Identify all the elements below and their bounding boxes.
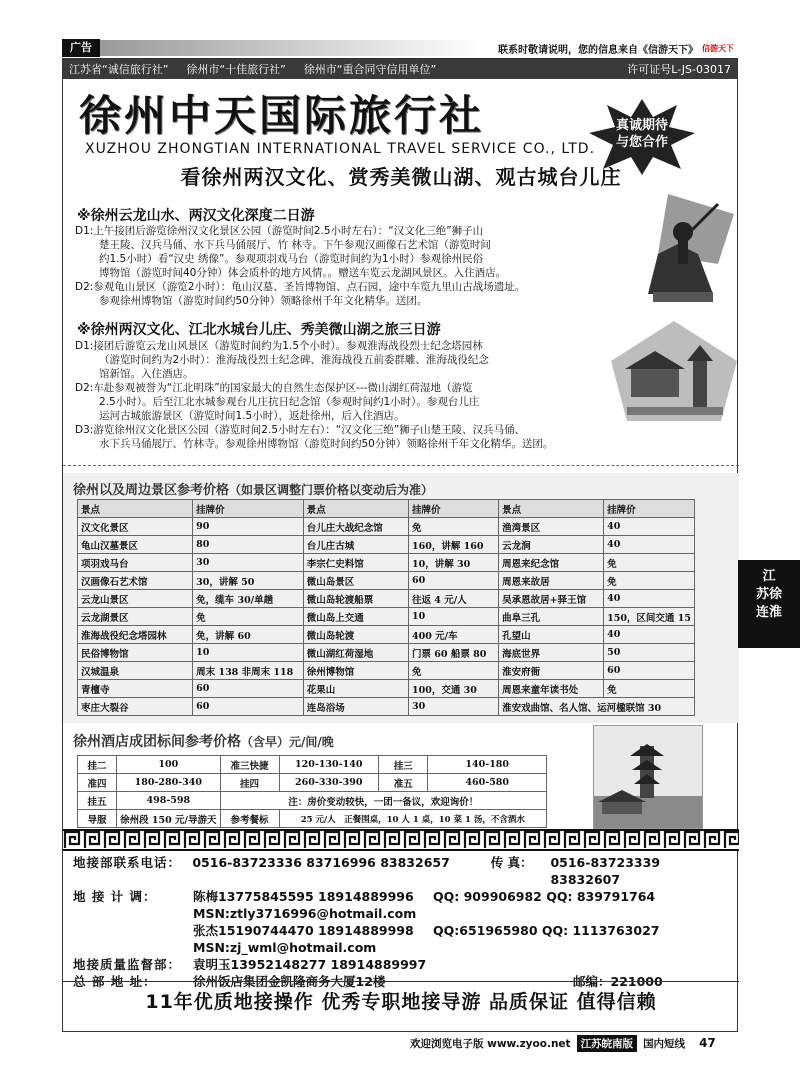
- tour2-d1-line: （游览时间约为2小时）：淮海战役烈士纪念碑、淮海战役五前委群雕、淮海战役纪念: [99, 354, 489, 366]
- table-cell: 60: [193, 680, 304, 698]
- table-cell: 门票 60 船票 80: [408, 644, 498, 662]
- address: 徐州饭店集团金凯隆商务大厦12楼: [193, 974, 386, 989]
- table-cell: 徐州段 150 元/导游天: [117, 810, 220, 828]
- credential-3: 徐州市“重合同守信用单位”: [303, 63, 437, 76]
- table-cell: 周末 138 非周末 118: [193, 662, 304, 680]
- dispatcher-1: 陈梅13775845595 18914889996: [193, 889, 414, 904]
- table-cell: 免，讲解 60: [193, 626, 304, 644]
- table-cell: 10: [193, 644, 304, 662]
- page-number: 47: [699, 1036, 716, 1050]
- table-cell: 淮安府衙: [499, 662, 604, 680]
- table-row: [78, 662, 695, 680]
- table-cell: 周恩来故居: [499, 572, 604, 590]
- table-cell: 准三快捷: [220, 756, 279, 774]
- zip-code: 221000: [610, 974, 663, 989]
- quality-label: 地接质量监督部：: [73, 957, 182, 972]
- credentials-bar: [63, 59, 737, 79]
- main-slogan: 看徐州两汉文化、赏秀美微山湖、观古城台儿庄: [180, 165, 622, 189]
- category: 国内短线: [643, 1037, 686, 1050]
- table-cell: 花果山: [303, 680, 408, 698]
- table-cell: 50: [604, 644, 695, 662]
- tour2-itinerary: [75, 339, 695, 451]
- table-cell: 渔湾景区: [499, 518, 604, 536]
- table-cell: 10: [408, 608, 498, 626]
- tour1-d1-line: 约1.5小时）看“汉史 绣像”。参观项羽戏马台（游览时间约为1小时）参观徐州民俗: [99, 253, 484, 265]
- section-divider: [63, 465, 739, 466]
- table-cell: 参考餐标: [220, 810, 279, 828]
- region-edition: 江苏皖南版: [577, 1035, 638, 1052]
- table-row: [78, 590, 695, 608]
- table-cell: 460-580: [428, 774, 547, 792]
- col-header: 景点: [499, 500, 604, 518]
- table-row: [78, 756, 547, 774]
- table-cell: 准五: [378, 774, 427, 792]
- pagoda-photo: [593, 725, 703, 829]
- table-cell: 项羽戏马台: [78, 554, 193, 572]
- table-cell: 李宗仁史料馆: [303, 554, 408, 572]
- tour1-d1-line: 楚王陵、汉兵马俑、水下兵马俑展厅、竹 林寺。下午参观汉画像石艺术馆（游览时间: [99, 239, 491, 251]
- dispatcher-1-qq: QQ: 909906982 QQ: 839791764: [433, 889, 656, 904]
- table-cell: 注：房价变动较快，一团一备议，欢迎询价！: [220, 792, 547, 810]
- table-cell: 40: [604, 536, 695, 554]
- table-cell: 龟山汉墓景区: [78, 536, 193, 554]
- phone-numbers: 0516-83723336 83716996 83832657: [192, 855, 450, 870]
- table-cell: 免: [408, 662, 498, 680]
- tour2-d2-line: D2:车赴参观被誉为“江北明珠”的国家最大的自然生态保护区---微山湖红荷湿地（游览: [75, 382, 473, 394]
- table-row: [78, 518, 695, 536]
- table-cell: 免: [604, 554, 695, 572]
- table-cell: 免: [604, 680, 695, 698]
- table-cell: 挂五: [78, 792, 117, 810]
- ad-frame: [62, 58, 738, 1032]
- price-title-note: （如景区调整门票价格以变动后为准）: [229, 483, 434, 497]
- table-row: [78, 774, 547, 792]
- table-cell: 微山岛轮渡船票: [303, 590, 408, 608]
- tour1-d1-line: 博物馆（游览时间40分钟）体会质朴的地方风情。。赠送车览云龙湖风景区。入住酒店。: [99, 267, 507, 279]
- source-note: 联系时敬请说明，您的信息来自《信游天下》: [498, 44, 698, 56]
- col-header: 景点: [303, 500, 408, 518]
- credential-2: 徐州市“十佳旅行社”: [186, 63, 286, 76]
- tour2-d3-line: 水下兵马俑展厅、竹林寺。参观徐州博物馆（游览时间约50分钟）领略徐州千年文化精华。送团。: [99, 438, 554, 450]
- zip-label: 邮编：: [573, 974, 611, 989]
- table-cell: 40: [604, 626, 695, 644]
- table-row: [78, 792, 547, 810]
- table-cell: 100: [117, 756, 220, 774]
- fax-label: 传 真：: [490, 855, 533, 870]
- table-cell: 台儿庄大战纪念馆: [303, 518, 408, 536]
- table-cell: 民俗博物馆: [78, 644, 193, 662]
- table-cell: 微山岛轮渡: [303, 626, 408, 644]
- statue-photo: [628, 194, 734, 304]
- price-header-row: [78, 500, 695, 518]
- price-title: [73, 479, 433, 498]
- region-side-tab: 江 苏徐 连淮: [738, 560, 800, 648]
- table-cell: 微山湖红荷湿地: [303, 644, 408, 662]
- table-cell: 淮安戏曲馆、名人馆、运河楹联馆 30: [499, 698, 695, 716]
- table-cell: 40: [604, 590, 695, 608]
- tour2-d2-line: 2.5小时）。后至江北水城参观台儿庄抗日纪念馆（参观时间约1小时）。参观台儿庄: [99, 396, 480, 408]
- table-cell: 40: [604, 518, 695, 536]
- table-cell: 400 元/车: [408, 626, 498, 644]
- table-cell: 免: [193, 608, 304, 626]
- table-cell: 吴承恩故居+驿王馆: [499, 590, 604, 608]
- table-row: [78, 572, 695, 590]
- table-cell: 挂三: [378, 756, 427, 774]
- agency-name-cn: 徐州中天国际旅行社: [79, 91, 485, 140]
- table-cell: 海底世界: [499, 644, 604, 662]
- table-cell: 10，讲解 30: [408, 554, 498, 572]
- credential-1: 江苏省“诚信旅行社”: [69, 63, 169, 76]
- table-cell: 云龙涧: [499, 536, 604, 554]
- table-row: [78, 644, 695, 662]
- tour1-d1-line: D1:上午接团后游览徐州汉文化景区公园（游览时间2.5小时左右）：“汉文化三绝”狮子山: [75, 225, 484, 237]
- table-cell: 260-330-390: [279, 774, 378, 792]
- dispatcher-2-msn: MSN:zj_wml@hotmail.com: [193, 940, 377, 955]
- table-row: [78, 810, 547, 828]
- table-cell: 连岛浴场: [303, 698, 408, 716]
- table-cell: 140-180: [428, 756, 547, 774]
- table-cell: 免，缆车 30/单趟: [193, 590, 304, 608]
- quality-contact: 袁明玉13952148277 18914889997: [193, 957, 427, 972]
- dispatch-label: 地 接 计 调：: [73, 889, 157, 904]
- table-cell: 汉画像石艺术馆: [78, 572, 193, 590]
- table-cell: 枣庄大裂谷: [78, 698, 193, 716]
- table-cell: 免: [604, 572, 695, 590]
- decorative-border-icon: [63, 829, 739, 851]
- tour2-d1-line: 馆新馆。入住酒店。: [99, 368, 194, 380]
- ad-label: 广告: [62, 39, 100, 57]
- table-cell: 云龙山景区: [78, 590, 193, 608]
- dispatcher-2: 张杰15190744470 18914889998: [193, 923, 414, 938]
- table-cell: 孔望山: [499, 626, 604, 644]
- table-cell: 90: [193, 518, 304, 536]
- table-cell: 498-598: [117, 792, 220, 810]
- hotel-table: [77, 755, 547, 828]
- table-cell: 120-130-140: [279, 756, 378, 774]
- table-cell: 60: [408, 572, 498, 590]
- page-footer: [410, 1034, 716, 1052]
- phone-label: 地接部联系电话：: [73, 855, 182, 870]
- tour2-d3-line: D3:游览徐州汉文化景区公园（游览时间2.5小时左右）：“汉文化三绝”狮子山楚王陵、汉兵马俑、: [75, 424, 526, 436]
- license-number: 许可证号L-JS-03017: [627, 63, 731, 76]
- table-cell: 挂二: [78, 756, 117, 774]
- table-cell: 100，交通 30: [408, 680, 498, 698]
- address-label: 总 部 地 址：: [73, 974, 157, 989]
- col-header: 挂牌价: [193, 500, 304, 518]
- badge-line-1: 真诚期待: [615, 118, 668, 133]
- hotel-title: [73, 731, 334, 751]
- table-row: [78, 554, 695, 572]
- slogan-divider: [63, 981, 739, 982]
- col-header: 景点: [78, 500, 193, 518]
- dispatcher-2-qq: QQ:651965980 QQ: 1113763027: [433, 923, 660, 938]
- bottom-slogan: 11年优质地接操作 优秀专职地接导游 品质保证 值得信赖: [145, 991, 657, 1013]
- tour2-d2-line: 运河古城旅游景区（游览时间1.5小时），返赴徐州，后入住酒店。: [99, 410, 405, 422]
- table-cell: 导服: [78, 810, 117, 828]
- table-row: [78, 536, 695, 554]
- tour1-d2-line: D2:参观龟山景区（游览2小时）：龟山汉墓、圣旨博物馆、点石园，途中车览九里山古战场遗址。: [75, 281, 526, 293]
- table-row: [78, 698, 695, 716]
- contact-block: [73, 854, 733, 990]
- table-cell: 30，讲解 50: [193, 572, 304, 590]
- table-row: [78, 608, 695, 626]
- fax-numbers: 0516-83723339 83832607: [550, 855, 661, 887]
- table-cell: 微山岛景区: [303, 572, 408, 590]
- tour1-title: ※徐州云龙山水、两汉文化深度二日游: [77, 208, 315, 224]
- table-row: [78, 680, 695, 698]
- tour2-d1-line: D1:接团后游览云龙山风景区（游览时间约为1.5个小时）。参观淮海战役烈士纪念塔园林: [75, 340, 483, 352]
- browse-note: 欢迎浏览电子版 www.zyoo.net: [410, 1037, 571, 1050]
- table-row: [78, 626, 695, 644]
- hotel-title-note: （含早）元/间/晚: [241, 735, 334, 749]
- memorial-photo: [611, 321, 737, 421]
- hotel-title-main: 徐州酒店成团标间参考价格: [73, 734, 241, 750]
- top-note-bar: [100, 40, 738, 56]
- table-cell: 汉文化景区: [78, 518, 193, 536]
- table-cell: 准四: [78, 774, 117, 792]
- price-table: [77, 499, 695, 716]
- table-cell: 30: [193, 554, 304, 572]
- table-cell: 挂四: [220, 774, 279, 792]
- tour1-d2-line: 参观徐州博物馆（游览时间约50分钟）领略徐州千年文化精华。送团。: [99, 295, 428, 307]
- table-cell: 160，讲解 160: [408, 536, 498, 554]
- table-cell: 台儿庄古城: [303, 536, 408, 554]
- price-title-main: 徐州以及周边景区参考价格: [73, 483, 230, 498]
- table-cell: 周恩来童年读书处: [499, 680, 604, 698]
- table-cell: 云龙湖景区: [78, 608, 193, 626]
- table-cell: 80: [193, 536, 304, 554]
- dispatcher-1-msn: MSN:ztly3716996@hotmail.com: [193, 906, 417, 921]
- table-cell: 60: [193, 698, 304, 716]
- badge-line-2: 与您合作: [615, 135, 668, 150]
- table-cell: 25 元/人 正餐围桌，10 人 1 桌，10 菜 1 汤，不含酒水: [279, 810, 546, 828]
- table-cell: 汉城温泉: [78, 662, 193, 680]
- table-cell: 30: [408, 698, 498, 716]
- table-cell: 150，区间交通 15: [604, 608, 695, 626]
- table-cell: 60: [604, 662, 695, 680]
- top-bar: [62, 38, 738, 58]
- table-cell: 徐州博物馆: [303, 662, 408, 680]
- table-cell: 周恩来纪念馆: [499, 554, 604, 572]
- table-cell: 微山岛上交通: [303, 608, 408, 626]
- col-header: 挂牌价: [604, 500, 695, 518]
- table-cell: 青檀寺: [78, 680, 193, 698]
- table-cell: 180-280-340: [117, 774, 220, 792]
- brand-logo: 信游天下: [702, 43, 734, 53]
- agency-name-en: XUZHOU ZHONGTIAN INTERNATIONAL TRAVEL SERVICE CO., LTD.: [85, 141, 596, 157]
- table-cell: 曲阜三孔: [499, 608, 604, 626]
- tour2-title: ※徐州两汉文化、江北水城台儿庄、秀美微山湖之旅三日游: [77, 322, 441, 338]
- table-cell: 免: [408, 518, 498, 536]
- tour1-itinerary: [75, 224, 635, 308]
- table-cell: 往返 4 元/人: [408, 590, 498, 608]
- table-cell: 淮海战役纪念塔园林: [78, 626, 193, 644]
- col-header: 挂牌价: [408, 500, 498, 518]
